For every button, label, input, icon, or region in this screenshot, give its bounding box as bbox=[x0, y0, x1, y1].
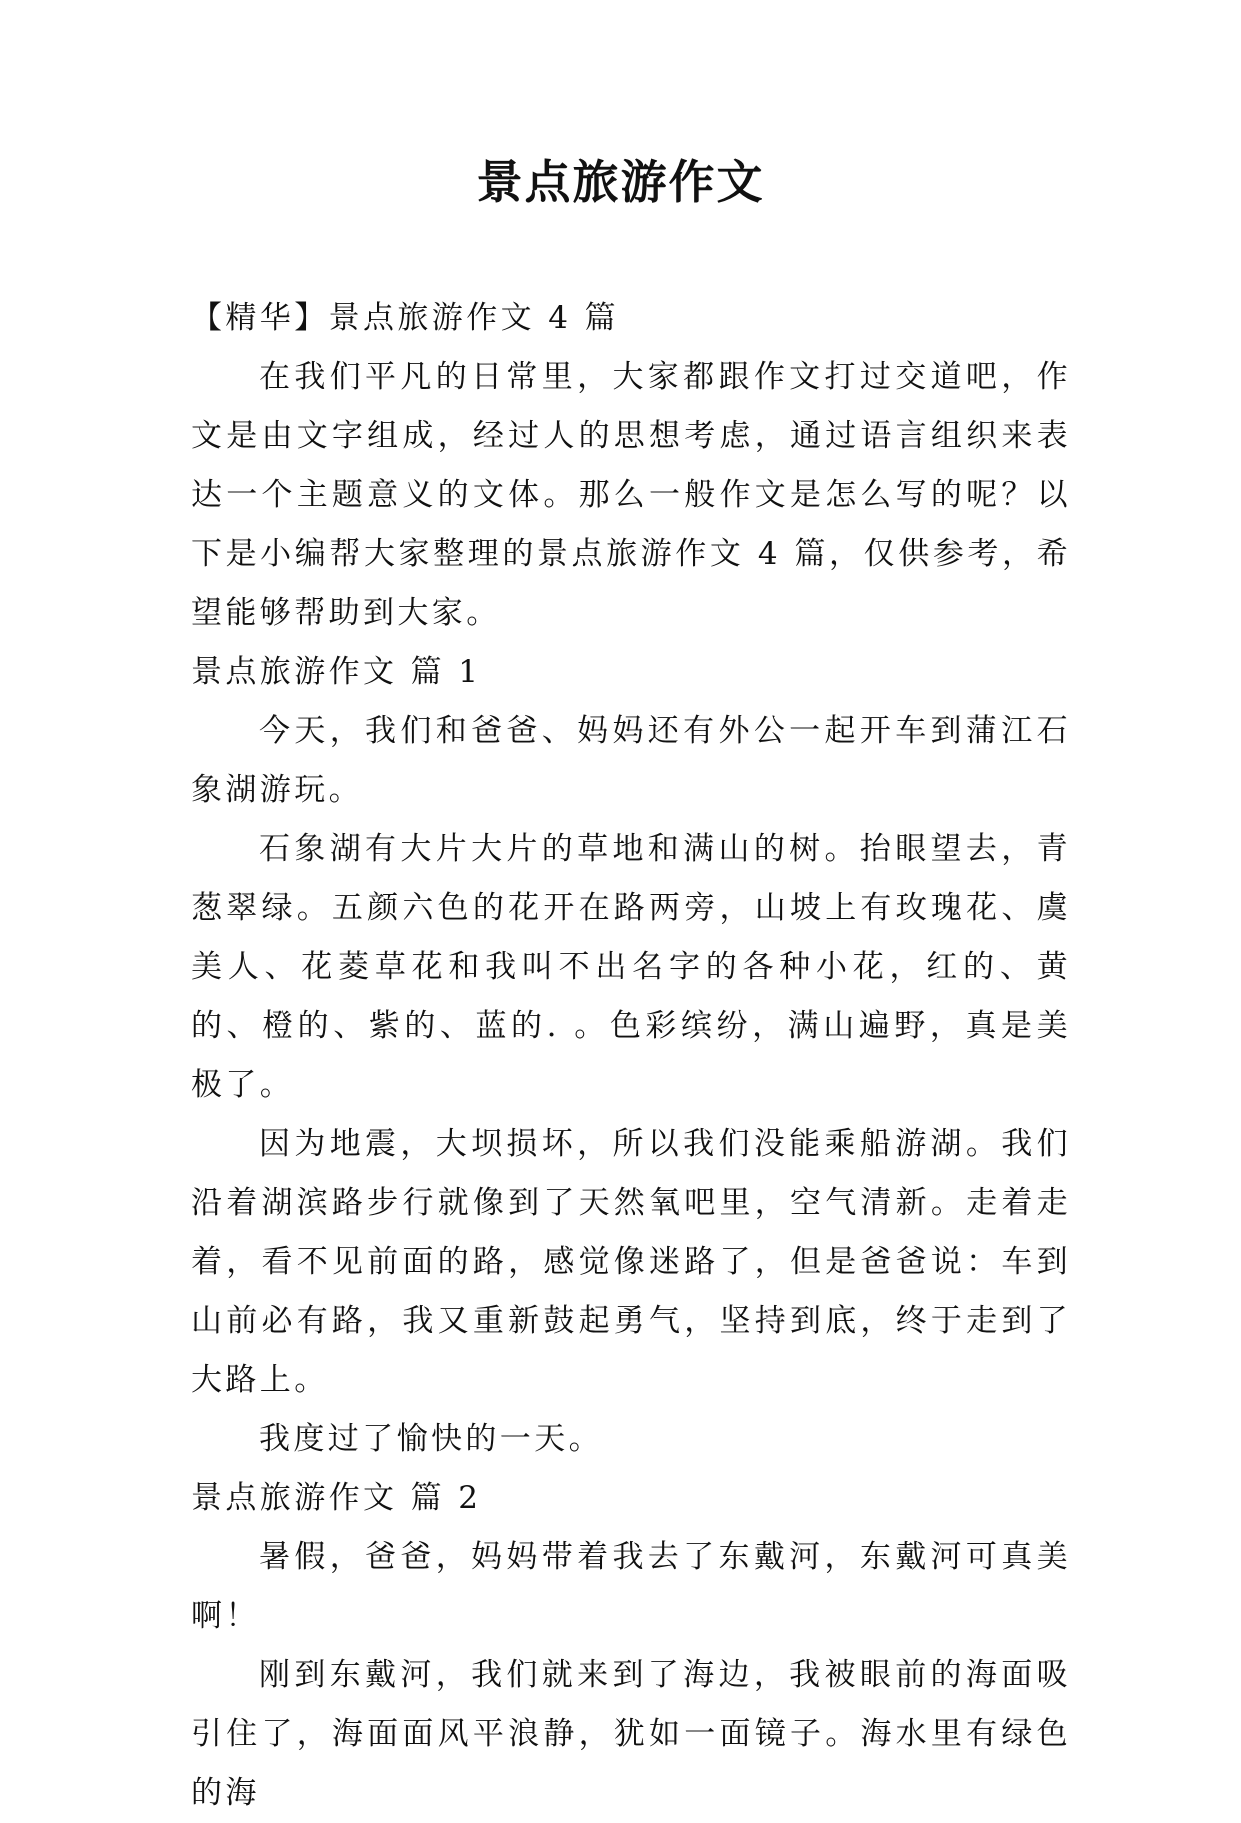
essay2-paragraph-2: 刚到东戴河，我们就来到了海边，我被眼前的海面吸引住了，海面面风平浪静，犹如一面镜子。海水里有绿色的海 bbox=[191, 1657, 1071, 1811]
essay1-paragraph-1: 今天，我们和爸爸、妈妈还有外公一起开车到蒲江石象湖游玩。 bbox=[191, 713, 1071, 808]
intro-paragraph: 在我们平凡的日常里，大家都跟作文打过交道吧，作文是由文字组成，经过人的思想考虑，通过语言组织来表达一个主题意义的文体。那么一般作文是怎么写的呢？以下是小编帮大家整理的景点旅游作文 4 篇，仅供参考，希望能够帮助到大家。 bbox=[191, 359, 1071, 631]
section-heading-1: 景点旅游作文 篇 1 bbox=[191, 654, 482, 690]
essay1-paragraph-2: 石象湖有大片大片的草地和满山的树。抬眼望去，青葱翠绿。五颜六色的花开在路两旁，山坡上有玫瑰花、虞美人、花菱草花和我叫不出名字的各种小花，红的、黄的、橙的、紫的、蓝的. 。色彩缤纷，满山遍野，真是美极了。 bbox=[191, 831, 1071, 1103]
essay1-paragraph-4: 我度过了愉快的一天。 bbox=[259, 1421, 603, 1457]
essay1-paragraph-3: 因为地震，大坝损坏，所以我们没能乘船游湖。我们沿着湖滨路步行就像到了天然氧吧里，空气清新。走着走着，看不见前面的路，感觉像迷路了，但是爸爸说：车到山前必有路，我又重新鼓起勇气，坚持到底，终于走到了大路上。 bbox=[191, 1126, 1071, 1398]
document-title: 景点旅游作文 bbox=[476, 155, 765, 209]
document-body bbox=[191, 289, 1071, 1823]
section-heading-2: 景点旅游作文 篇 2 bbox=[191, 1480, 482, 1516]
intro-heading: 【精华】景点旅游作文 4 篇 bbox=[191, 300, 620, 336]
essay2-paragraph-1: 暑假，爸爸，妈妈带着我去了东戴河，东戴河可真美啊！ bbox=[191, 1539, 1071, 1634]
